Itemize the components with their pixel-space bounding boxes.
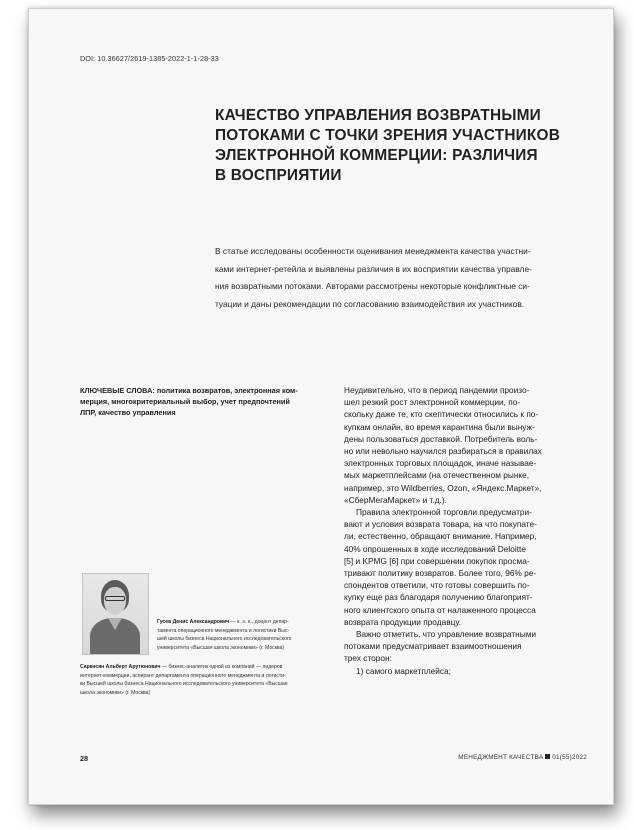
article-title — [215, 106, 585, 186]
title-line: ПОТОКАМИ С ТОЧКИ ЗРЕНИЯ УЧАСТНИКОВ — [215, 127, 561, 144]
title-line: В ВОСПРИЯТИИ — [215, 167, 342, 184]
doi: DOI: 10.36627/2619-1385-2022-1-1-28-33 — [80, 54, 219, 63]
author-bio-text: ки Высшей школы бизнеса Национального исследовательского университета «Высшая — [80, 681, 288, 688]
author-photo — [82, 573, 149, 655]
abstract-line: ния возвратными потоками. Авторами рассмотрены некоторые конфликтные си- — [215, 281, 530, 291]
keywords-line: мерция, многокритериальный выбор, учет предпочтений — [80, 396, 290, 406]
body-line: [5] и KPMG [6] при совершении покупок просма- — [344, 555, 530, 566]
author-bio-text: — бизнес-аналитик одной из компаний — лидеров — [160, 664, 283, 670]
author-bio-line — [157, 618, 327, 627]
body-line: тривают политику возвратов. Более того, 96% ре- — [344, 568, 537, 579]
author-bio-line — [80, 689, 330, 698]
author-bio-line — [80, 672, 330, 681]
author-bio-line — [157, 627, 327, 636]
author-name: Гусев Денис Александрович — [157, 619, 230, 625]
author-name: Саркисян Альберт Арутюнович — [80, 664, 161, 670]
journal-page — [28, 8, 614, 805]
page-number: 28 — [80, 754, 89, 763]
keywords-line: ЛПР, качество управления — [80, 407, 176, 417]
abstract-line: В статье исследованы особенности оценивания менеджмента качества участни- — [215, 246, 531, 256]
author-bio-line — [80, 680, 330, 689]
author-2-bio — [80, 663, 330, 697]
body-line: вают и условия возврата товара, на что покупате- — [344, 519, 537, 530]
body-line: ли, естественно, обращают внимание. Например, — [344, 531, 537, 542]
author-bio-text: интернет-коммерции, аспирант департамента операционного менеджмента и логисти- — [80, 672, 286, 679]
body-line: спондентов ответили, что готовы совершить по- — [344, 580, 530, 591]
body-line: шел резкий рост электронной коммерции, по- — [344, 397, 521, 408]
body-line: возврата продукции продавцу. — [344, 616, 461, 627]
author-bio-line — [80, 663, 330, 672]
body-line: Неудивительно, что в период пандемии произо- — [344, 385, 530, 395]
body-line: купкам онлайн, во время карантина были вынуж- — [344, 421, 535, 432]
body-line: «СберМегаМаркет» и т.д.). — [344, 494, 447, 505]
author-bio-text: тамента операционного менеджмента и логистики Выс- — [157, 627, 290, 634]
body-line: потоками предусматривает взаимоотношения — [344, 641, 522, 652]
body-line: 40% опрошенных в ходе исследований Deloitte — [344, 543, 526, 554]
body-line: мых маркетплейсами (на отечественном рынке, — [344, 470, 530, 481]
journal-issue: 01(55)2022 — [552, 754, 587, 761]
square-icon — [545, 754, 550, 759]
author-bio-text: — к. э. н., доцент депар- — [229, 619, 289, 625]
body-line: электронных торговых площадок, иначе называе- — [344, 458, 537, 469]
author-bio-line — [157, 644, 327, 653]
photo-glasses — [105, 596, 125, 601]
body-line: Правила электронной торговли предусматри- — [356, 507, 532, 518]
title-line: КАЧЕСТВО УПРАВЛЕНИЯ ВОЗВРАТНЫМИ — [215, 107, 541, 124]
journal-name: МЕНЕДЖМЕНТ КАЧЕСТВА — [458, 754, 544, 761]
title-line: ЭЛЕКТРОННОЙ КОММЕРЦИИ: РАЗЛИЧИЯ — [215, 147, 538, 164]
page-shadow — [28, 8, 614, 805]
body-line: дены пользоваться доставкой. Потребитель воль- — [344, 433, 538, 444]
body-line: скольку даже те, кто скептически относились к по- — [344, 409, 539, 420]
author-bio-text: университета «Высшая школа экономики» (г. Москва) — [157, 644, 285, 651]
abstract-line: туации и даны рекомендации по согласованию взаимодействия их участников. — [215, 298, 525, 309]
body-line: Важно отметить, что управление возвратными — [356, 629, 537, 640]
photo-face — [104, 587, 126, 615]
body-line: трех сторон: — [344, 653, 392, 664]
author-bio-text: школа экономики» (г. Москва) — [80, 689, 151, 696]
body-line: но или невольно научился разбираться в правилах — [344, 446, 542, 457]
keywords-line: КЛЮЧЕВЫЕ СЛОВА: политика возвратов, электронная ком- — [80, 386, 298, 395]
author-bio-line — [157, 635, 327, 644]
abstract-line: ками интернет-ретейла и выявлены различия в их восприятии качества управле- — [215, 263, 532, 274]
body-text — [344, 384, 586, 677]
body-line: например, это Wildberries, Ozon, «Яндекс.Маркет», — [344, 482, 542, 493]
journal-footer — [455, 754, 587, 761]
author-bio-text: шей школы бизнеса Национального исследовательского — [157, 636, 292, 643]
author-1-bio — [157, 618, 327, 652]
abstract — [215, 243, 587, 313]
keywords — [80, 386, 325, 418]
body-line: ного клиентского опыта от налаженного процесса — [344, 604, 536, 615]
body-line: купку еще раз благодаря получению благоприят- — [344, 592, 533, 603]
body-line: 1) самого маркетплейса; — [356, 665, 451, 676]
